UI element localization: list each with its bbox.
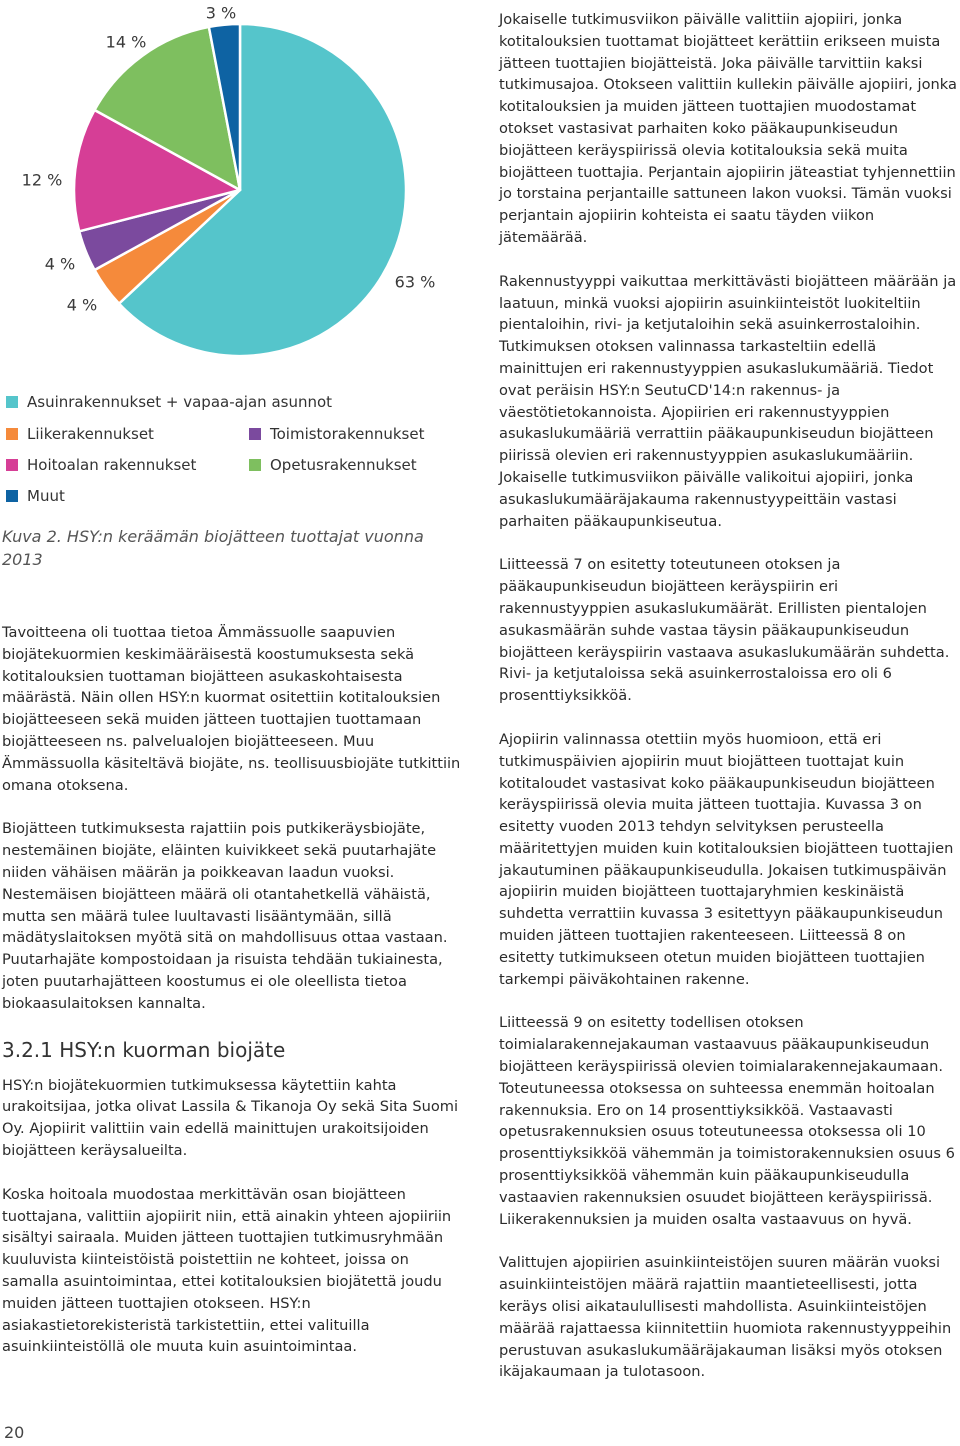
paragraph: Valittujen ajopiirien asuinkiinteistöjen suuren määrän vuoksi asuinkiinteistöjen määrä rajattiin maantieteellisesti, jotta keräys olisi aikataulullisesti mahdollista. Asuinkiinteistöjen määrää rajattaessa kiinnitettiin huomiota rakennustyyppeihin perustuvan asukaslukumääräjakauman lisäksi myös otoksen ikäjakaumaan ja tulotasoon. <box>499 1254 952 1381</box>
left-column <box>2 622 464 1380</box>
paragraph: Biojätteen tutkimuksesta rajattiin pois putkikeräysbiojäte, nestemäinen biojäte, eläinten kuivikkeet sekä puutarhajäte niiden vähäisen määrän ja poikkeavan laadun vuoksi. Nestemäisen biojätteen määrä oli otantahetkellä vähäistä, mutta sen määrä tulee luultavasti lisääntymään, sillä mädätyslaitoksen myötä sitä on mahdollisuus ottaa vastaan. Puutarhajäte kompostoidaan ja risuista tehdään tukiainesta, joten puutarhajätteen koostumus ei ole oleellista tietoa biokaasulaitoksen kannalta. <box>2 820 448 1012</box>
pie-label-liikerakennukset: 4 % <box>66 295 98 315</box>
paragraph: Ajopiirin valinnassa otettiin myös huomioon, että eri tutkimuspäivien ajopiirin muut biojätteen tuottajat kuin kotitaloudet vastasivat koko pääkaupunkiseudun biojätteen keräyspiirissä olevia muita jätteen tuottajia. Kuvassa 3 on esitetty vuoden 2013 tehdyn selvityksen perusteella määritettyjen muiden kuin kotitalouksien biojätteen tuottajien jakautuminen pääkaupunkiseudulla. Jokaisen tutkimuspäivän ajopiirin muiden biojätteen tuottajaryhmien keskinäistä suhdetta verrattiin kuvassa 3 esitettyyn pääkaupunkiseudun muiden jätteen tuottajien rakenteeseen. Liitteessä 8 on esitetty tutkimukseen otetun muiden biojätteen tuottajien tarkempi päiväkohtainen rakenne. <box>499 730 954 988</box>
paragraph: HSY:n biojätekuormien tutkimuksessa käytettiin kahta urakoitsijaa, jotka olivat Lassila & Tikanoja Oy sekä Sita Suomi Oy. Ajopiirit valittiin vain edellä mainittujen urakoitsijoiden biojätteen keräysalueilta. <box>2 1076 459 1159</box>
legend-label: Asuinrakennukset + vapaa-ajan asunnot <box>27 393 333 411</box>
legend-swatch <box>6 396 18 408</box>
pie-chart <box>0 0 470 380</box>
pie-label-toimistorakennukset: 4 % <box>44 254 76 274</box>
pie-label-asuinrakennukset: 63 % <box>394 272 436 292</box>
paragraph: Rakennustyyppi vaikuttaa merkittävästi biojätteen määrään ja laatuun, minkä vuoksi ajopiirin asuinkiinteistöt luokiteltiin pientaloihin, rivi- ja ketjutaloihin sekä asuinkerrostaloihin. Tutkimuksen otoksen valinnassa tarkasteltiin edellä mainittujen eri rakennustyyppien asukaslukumääriä. Tiedot ovat peräisin HSY:n SeutuCD'14:n rakennus- ja väestötietokannoista. Ajopiirien eri rakennustyyppien asukaslukumääriä verrattiin pääkaupunkiseudun biojätteen piirissä olevien eri rakennustyyppien asukaslukumääriin. Jokaiselle tutkimusviikon päivälle valikoitui ajopiiri, jonka asukaslukumääräjakauma rakennustyypeittäin vastasi parhaiten pääkaupunkiseutua. <box>499 272 957 530</box>
figure-caption: Kuva 2. HSY:n keräämän biojätteen tuottajat vuonna 2013 <box>2 527 424 569</box>
pie-label-hoitoalan-rakennukset: 12 % <box>21 170 63 190</box>
section-heading: 3.2.1 HSY:n kuorman biojäte <box>2 1037 286 1062</box>
legend-item-asuinrakennukset <box>6 393 332 411</box>
legend-label: Liikerakennukset <box>27 425 154 443</box>
legend-swatch <box>249 428 261 440</box>
paragraph: Liitteessä 7 on esitetty toteutuneen otoksen ja pääkaupunkiseudun biojätteen keräyspiirin eri rakennustyyppien asukaslukumäärät. Erillisten pientalojen asukasmäärän suhde vastaa täysin pääkaupunkiseudun biojätteen keräyspiirin vastaava asukaslukumäärän suhdetta. Rivi- ja ketjutaloissa sekä asuinkerrostaloissa ero oli 6 prosenttiyksikköä. <box>499 556 950 705</box>
paragraph: Jokaiselle tutkimusviikon päivälle valittiin ajopiiri, jonka kotitalouksien tuottamat biojätteet kerättiin erikseen muista jätteen tuottajien biojätteistä. Joka päivälle tarvittiin kaksi tutkimusajoa. Otokseen valittiin kullekin päivälle ajopiiri, jonka kotitalouksien ja muiden jätteen tuottajien muodostamat otokset vastasivat parhaiten koko pääkaupunkiseudun biojätteen keräyspiirissä olevia kotitalouksia sekä muita biojätteen tuottajia. Perjantain ajopiirin jäteastiat tyhjennettiin jo torstaina perjantaille sattuneen lakon vuoksi. Tämän vuoksi perjantain ajopiirin kohteista ei saatu täyden viikon jätemäärää. <box>499 11 957 246</box>
legend-item-toimistorakennukset <box>249 425 424 443</box>
legend-swatch <box>6 428 18 440</box>
paragraph: Koska hoitoala muodostaa merkittävän osan biojätteen tuottajana, valittiin ajopiirit niin, että ainakin yhteen ajopiiriin sisältyi sairaala. Muiden jätteen tuottajien tutkimusryhmään kuuluvista kiinteistöistä poistettiin ne kohteet, joissa on samalla asuintoimintaa, ettei kotitalouksien biojätettä joudu muiden jätteen tuottajien otokseen. HSY:n asiakastietorekisteristä tarkistettiin, ettei valituilla asuinkiinteistöllä ole muuta kuin asuintoimintaa. <box>2 1185 452 1356</box>
legend-label: Muut <box>27 487 65 505</box>
page-number: 20 <box>4 1423 25 1442</box>
legend-swatch <box>249 459 261 471</box>
pie-label-muut: 3 % <box>205 3 237 23</box>
pie-label-opetusrakennukset: 14 % <box>105 32 147 52</box>
paragraph: Liitteessä 9 on esitetty todellisen otoksen toimialarakennejakauman vastaavuus pääkaupunkiseudun biojätteen keräyspiirissä olevien toimialarakennejakaumaan. Toteutuneessa otoksessa on suhteessa enemmän hoitoalan rakennuksia. Ero on 14 prosenttiyksikköä. Vastaavasti opetusrakennuksien osuus toteutuneessa otoksessa oli 10 prosenttiyksikköä vähemmän ja toimistorakennuksien osuus 6 prosenttiyksikköä vähemmän kuin pääkaupunkiseudulla vastaavien rakennuksien osuudet biojätteen keräyspiirissä. Liikerakennuksien ja muiden osalta vastaavuus on hyvä. <box>499 1014 955 1228</box>
legend-swatch <box>6 459 18 471</box>
legend-label: Hoitoalan rakennukset <box>27 456 197 474</box>
paragraph: Tavoitteena oli tuottaa tietoa Ämmässuolle saapuvien biojätekuormien keskimääräisestä koostumuksesta sekä kotitalouksien tuottaman biojätteen asukaskohtaisesta määrästä. Näin ollen HSY:n kuormat ositettiin kotitalouksien biojätteeseen sekä muiden jätteen tuottajien tuottamaan biojätteeseen ns. palvelualojen biojätteeseen. Muu Ämmässuolla käsiteltävä biojäte, ns. teollisuusbiojäte tutkittiin omana otoksena. <box>2 624 461 794</box>
legend-item-liikerakennukset <box>6 425 154 443</box>
legend-item-hoitoalan-rakennukset <box>6 456 196 474</box>
legend-swatch <box>6 490 18 502</box>
legend-label: Toimistorakennukset <box>270 425 425 443</box>
legend-item-muut <box>6 487 65 505</box>
legend-item-opetusrakennukset <box>249 456 417 474</box>
legend-label: Opetusrakennukset <box>270 456 417 474</box>
right-column <box>499 9 959 1405</box>
